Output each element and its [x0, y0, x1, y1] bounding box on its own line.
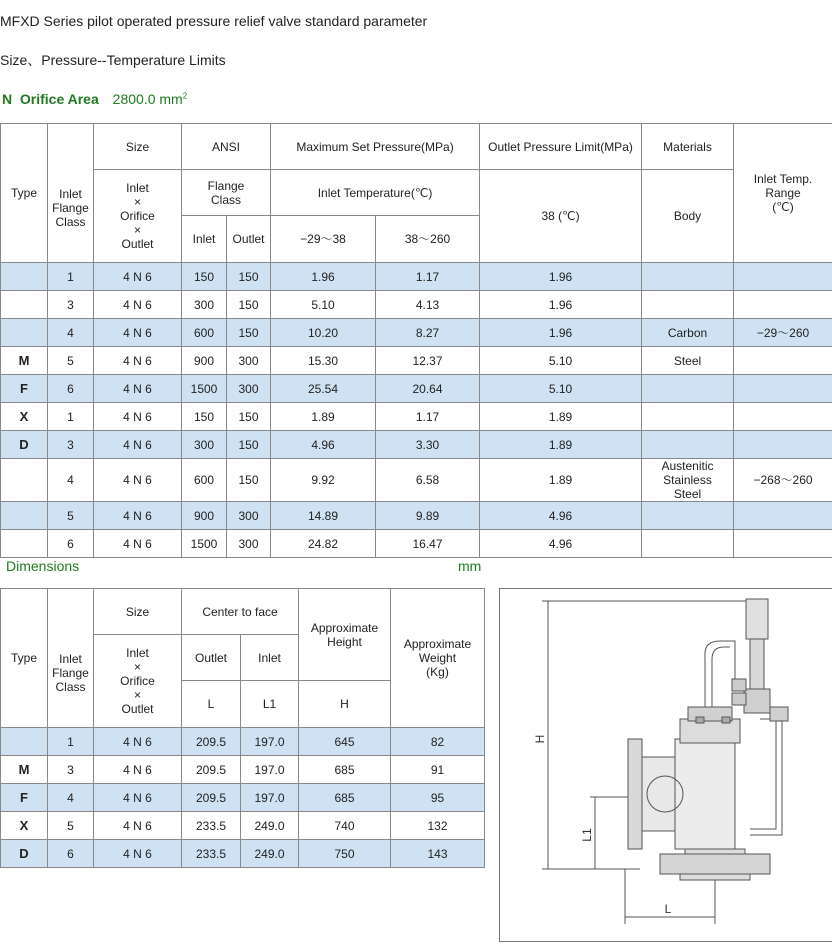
type-cell — [1, 263, 48, 291]
dim-L-label: L — [665, 902, 672, 916]
center-to-face-L-cell: 233.5 — [182, 812, 241, 840]
inlet-range-cell — [734, 502, 832, 530]
set-pressure-high-cell: 16.47 — [376, 530, 480, 558]
dim-L1-label: L1 — [580, 828, 594, 842]
set-pressure-low-cell: 4.96 — [271, 431, 376, 459]
ansi-inlet-cell: 600 — [182, 459, 227, 502]
set-pressure-high-cell: 20.64 — [376, 375, 480, 403]
height-cell: 685 — [299, 784, 391, 812]
ansi-inlet-cell: 150 — [182, 263, 227, 291]
header-L: L — [182, 681, 241, 728]
header-outlet-temp: 38 (℃) — [480, 170, 642, 263]
set-pressure-high-cell: 1.17 — [376, 403, 480, 431]
size-cell: 4 N 6 — [94, 263, 182, 291]
set-pressure-low-cell: 24.82 — [271, 530, 376, 558]
header-ansi: ANSI — [182, 124, 271, 170]
orifice-label: Orifice Area — [20, 91, 99, 107]
ansi-inlet-cell: 300 — [182, 431, 227, 459]
set-pressure-high-cell: 4.13 — [376, 291, 480, 319]
materials-cell — [642, 375, 734, 403]
set-pressure-high-cell: 12.37 — [376, 347, 480, 375]
center-to-face-L1-cell: 197.0 — [241, 784, 299, 812]
height-cell: 750 — [299, 840, 391, 868]
inlet-range-cell — [734, 347, 832, 375]
inlet-range-cell — [734, 530, 832, 558]
orifice-area-line — [2, 91, 187, 107]
outlet-limit-cell: 1.96 — [480, 291, 642, 319]
table-row — [1, 812, 485, 840]
pressure-temperature-table — [0, 123, 832, 558]
set-pressure-high-cell: 8.27 — [376, 319, 480, 347]
table-row — [1, 728, 485, 756]
orifice-letter: N — [2, 91, 12, 107]
outlet-limit-cell: 5.10 — [480, 375, 642, 403]
type-cell: F — [1, 784, 48, 812]
table-row — [1, 375, 832, 403]
inlet-flange-class-cell: 1 — [48, 263, 94, 291]
header-inlet-flange-class: Inlet Flange Class — [48, 124, 94, 263]
inlet-flange-class-cell: 3 — [48, 431, 94, 459]
inlet-flange-class-cell: 6 — [48, 840, 94, 868]
outlet-limit-cell: 4.96 — [480, 530, 642, 558]
type-cell: D — [1, 431, 48, 459]
center-to-face-L-cell: 209.5 — [182, 756, 241, 784]
valve-diagram-svg — [500, 589, 832, 941]
inlet-range-cell — [734, 375, 832, 403]
header-center-to-face: Center to face — [182, 589, 299, 635]
size-cell: 4 N 6 — [94, 812, 182, 840]
mm-unit-label: mm — [458, 558, 481, 574]
materials-cell: Steel — [642, 347, 734, 375]
header-inlet-flange-class: Inlet Flange Class — [48, 589, 94, 728]
set-pressure-low-cell: 1.96 — [271, 263, 376, 291]
header-temp-1: −29～38 — [271, 216, 376, 263]
header-temp-2: 38～260 — [376, 216, 480, 263]
outlet-limit-cell: 1.89 — [480, 459, 642, 502]
center-to-face-L-cell: 233.5 — [182, 840, 241, 868]
dimensions-table — [0, 588, 485, 868]
table-row — [1, 502, 832, 530]
materials-cell: Carbon — [642, 319, 734, 347]
materials-cell — [642, 502, 734, 530]
inlet-flange-class-cell: 3 — [48, 291, 94, 319]
table-row — [1, 291, 832, 319]
type-cell: D — [1, 840, 48, 868]
size-cell: 4 N 6 — [94, 291, 182, 319]
size-cell: 4 N 6 — [94, 459, 182, 502]
size-cell: 4 N 6 — [94, 728, 182, 756]
height-cell: 685 — [299, 756, 391, 784]
weight-cell: 132 — [391, 812, 485, 840]
type-cell — [1, 459, 48, 502]
size-cell: 4 N 6 — [94, 502, 182, 530]
set-pressure-low-cell: 1.89 — [271, 403, 376, 431]
ansi-outlet-cell: 300 — [227, 530, 271, 558]
set-pressure-low-cell: 14.89 — [271, 502, 376, 530]
table-row — [1, 347, 832, 375]
center-to-face-L1-cell: 249.0 — [241, 812, 299, 840]
type-cell — [1, 728, 48, 756]
dimensions-label: Dimensions — [6, 558, 79, 574]
header-size-sub: Inlet × Orifice × Outlet — [94, 635, 182, 728]
table-row — [1, 840, 485, 868]
outlet-limit-cell: 1.89 — [480, 431, 642, 459]
center-to-face-L1-cell: 197.0 — [241, 728, 299, 756]
inlet-range-cell: −29～260 — [734, 319, 832, 347]
size-cell: 4 N 6 — [94, 375, 182, 403]
materials-cell — [642, 263, 734, 291]
inlet-flange-class-cell: 4 — [48, 319, 94, 347]
ansi-inlet-cell: 600 — [182, 319, 227, 347]
section-subtitle: Size、Pressure--Temperature Limits — [0, 50, 226, 70]
inlet-flange-class-cell: 5 — [48, 502, 94, 530]
header-inlet-temp-range: Inlet Temp. Range (℃) — [734, 124, 832, 263]
header-inlet: Inlet — [241, 635, 299, 681]
header-materials: Materials — [642, 124, 734, 170]
materials-cell: Austenitic Stainless Steel — [642, 459, 734, 502]
page-title: MFXD Series pilot operated pressure relief valve standard parameter — [0, 13, 427, 29]
type-cell: F — [1, 375, 48, 403]
ansi-inlet-cell: 300 — [182, 291, 227, 319]
height-cell: 740 — [299, 812, 391, 840]
ansi-outlet-cell: 150 — [227, 263, 271, 291]
type-cell: X — [1, 812, 48, 840]
size-cell: 4 N 6 — [94, 319, 182, 347]
header-ansi-outlet: Outlet — [227, 216, 271, 263]
inlet-flange-class-cell: 4 — [48, 784, 94, 812]
table-row — [1, 459, 832, 502]
header-inlet-temperature: Inlet Temperature(℃) — [271, 170, 480, 216]
outlet-limit-cell: 1.96 — [480, 319, 642, 347]
center-to-face-L1-cell: 197.0 — [241, 756, 299, 784]
type-cell: X — [1, 403, 48, 431]
table-row — [1, 784, 485, 812]
ansi-inlet-cell: 1500 — [182, 375, 227, 403]
center-to-face-L-cell: 209.5 — [182, 728, 241, 756]
table-row — [1, 319, 832, 347]
inlet-flange-class-cell: 1 — [48, 403, 94, 431]
inlet-flange-class-cell: 4 — [48, 459, 94, 502]
inlet-flange-class-cell: 5 — [48, 347, 94, 375]
table-row — [1, 403, 832, 431]
outlet-limit-cell: 5.10 — [480, 347, 642, 375]
set-pressure-low-cell: 15.30 — [271, 347, 376, 375]
table-row — [1, 263, 832, 291]
weight-cell: 82 — [391, 728, 485, 756]
valve-drawing — [499, 588, 832, 942]
ansi-inlet-cell: 900 — [182, 502, 227, 530]
ansi-outlet-cell: 300 — [227, 502, 271, 530]
weight-cell: 143 — [391, 840, 485, 868]
dim-H-label: H — [533, 735, 547, 744]
set-pressure-high-cell: 9.89 — [376, 502, 480, 530]
header-ansi-inlet: Inlet — [182, 216, 227, 263]
ansi-inlet-cell: 1500 — [182, 530, 227, 558]
ansi-outlet-cell: 300 — [227, 347, 271, 375]
set-pressure-low-cell: 10.20 — [271, 319, 376, 347]
inlet-range-cell — [734, 431, 832, 459]
set-pressure-low-cell: 9.92 — [271, 459, 376, 502]
outlet-limit-cell: 4.96 — [480, 502, 642, 530]
inlet-range-cell — [734, 291, 832, 319]
type-cell: M — [1, 756, 48, 784]
height-cell: 645 — [299, 728, 391, 756]
header-size: Size — [94, 589, 182, 635]
header-size-sub: Inlet × Orifice × Outlet — [94, 170, 182, 263]
set-pressure-high-cell: 6.58 — [376, 459, 480, 502]
inlet-flange-class-cell: 6 — [48, 530, 94, 558]
set-pressure-high-cell: 1.17 — [376, 263, 480, 291]
size-cell: 4 N 6 — [94, 431, 182, 459]
weight-cell: 95 — [391, 784, 485, 812]
type-cell: M — [1, 347, 48, 375]
size-cell: 4 N 6 — [94, 347, 182, 375]
header-L1: L1 — [241, 681, 299, 728]
size-cell: 4 N 6 — [94, 840, 182, 868]
inlet-flange-class-cell: 6 — [48, 375, 94, 403]
ansi-outlet-cell: 150 — [227, 431, 271, 459]
center-to-face-L1-cell: 249.0 — [241, 840, 299, 868]
header-type: Type — [1, 589, 48, 728]
materials-cell — [642, 431, 734, 459]
orifice-value: 2800.0 $mm^2$ — [113, 91, 188, 107]
header-outlet: Outlet — [182, 635, 241, 681]
ansi-outlet-cell: 300 — [227, 375, 271, 403]
inlet-range-cell: −268～260 — [734, 459, 832, 502]
ansi-inlet-cell: 150 — [182, 403, 227, 431]
size-cell: 4 N 6 — [94, 530, 182, 558]
header-approx-weight: Approximate Weight (Kg) — [391, 589, 485, 728]
header-body: Body — [642, 170, 734, 263]
set-pressure-low-cell: 25.54 — [271, 375, 376, 403]
size-cell: 4 N 6 — [94, 784, 182, 812]
inlet-range-cell — [734, 403, 832, 431]
ansi-outlet-cell: 150 — [227, 459, 271, 502]
table-row — [1, 530, 832, 558]
set-pressure-high-cell: 3.30 — [376, 431, 480, 459]
ansi-inlet-cell: 900 — [182, 347, 227, 375]
header-type: Type — [1, 124, 48, 263]
inlet-flange-class-cell: 5 — [48, 812, 94, 840]
header-outlet-pressure-limit: Outlet Pressure Limit(MPa) — [480, 124, 642, 170]
center-to-face-L-cell: 209.5 — [182, 784, 241, 812]
inlet-flange-class-cell: 3 — [48, 756, 94, 784]
materials-cell — [642, 403, 734, 431]
outlet-limit-cell: 1.96 — [480, 263, 642, 291]
inlet-flange-class-cell: 1 — [48, 728, 94, 756]
weight-cell: 91 — [391, 756, 485, 784]
outlet-limit-cell: 1.89 — [480, 403, 642, 431]
header-size: Size — [94, 124, 182, 170]
size-cell: 4 N 6 — [94, 403, 182, 431]
header-flange-class: Flange Class — [182, 170, 271, 216]
materials-cell — [642, 291, 734, 319]
table-row — [1, 756, 485, 784]
type-cell — [1, 530, 48, 558]
header-H: H — [299, 681, 391, 728]
ansi-outlet-cell: 150 — [227, 291, 271, 319]
type-cell — [1, 291, 48, 319]
type-cell — [1, 319, 48, 347]
size-cell: 4 N 6 — [94, 756, 182, 784]
header-approx-height: Approximate Height — [299, 589, 391, 681]
ansi-outlet-cell: 150 — [227, 319, 271, 347]
table-row — [1, 431, 832, 459]
inlet-range-cell — [734, 263, 832, 291]
ansi-outlet-cell: 150 — [227, 403, 271, 431]
header-max-set-pressure: Maximum Set Pressure(MPa) — [271, 124, 480, 170]
set-pressure-low-cell: 5.10 — [271, 291, 376, 319]
materials-cell — [642, 530, 734, 558]
type-cell — [1, 502, 48, 530]
